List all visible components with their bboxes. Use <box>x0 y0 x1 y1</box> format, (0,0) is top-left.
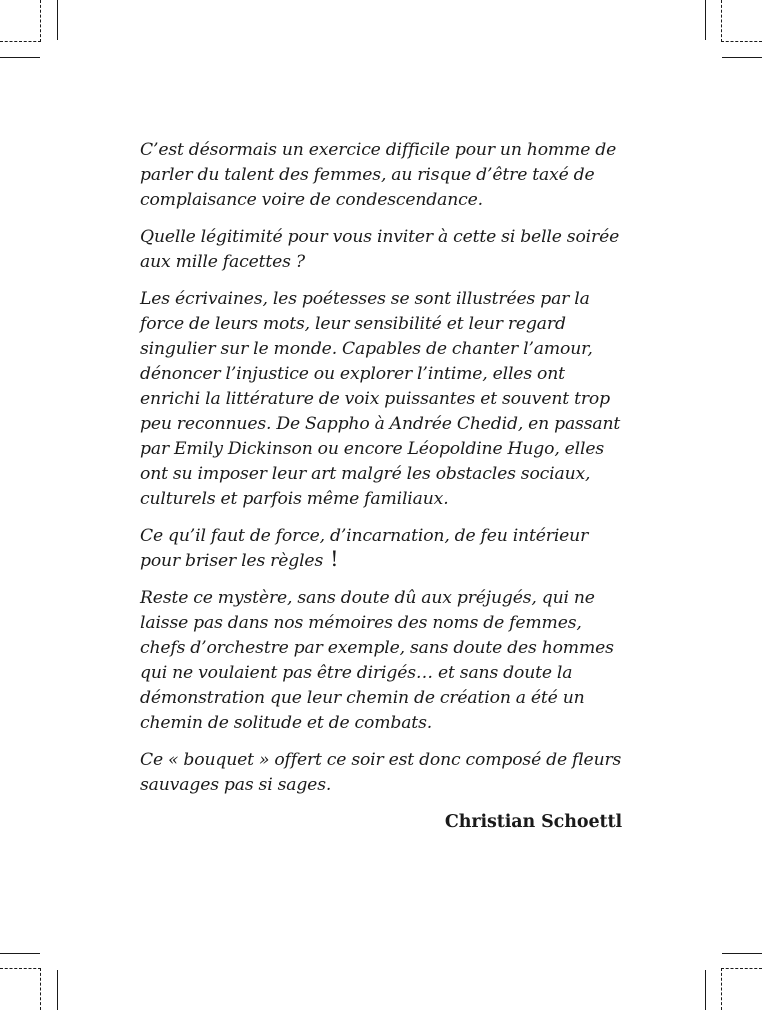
paragraph-line: ont su imposer leur art malgré les obstacles sociaux, <box>140 464 591 484</box>
paragraph-line: Reste ce mystère, sans doute dû aux préjugés, qui ne <box>140 588 595 608</box>
paragraph-line: Ce qu’il faut de force, d’incarnation, de feu intérieur <box>140 526 589 546</box>
paragraph-3 <box>140 287 622 512</box>
paragraph-line: démonstration que leur chemin de création a été un <box>140 688 585 708</box>
exclamation-mark: ! <box>330 547 339 571</box>
crop-mark-top-left-bleed-vertical <box>40 0 41 42</box>
paragraph-line: parler du talent des femmes, au risque d’être taxé de <box>140 165 595 185</box>
crop-mark-bottom-right-bleed-vertical <box>721 968 722 1010</box>
crop-mark-bottom-right-horizontal <box>722 953 762 954</box>
paragraph-line: culturels et parfois même familiaux. <box>140 489 449 509</box>
paragraph-4 <box>140 524 622 574</box>
crop-mark-top-left-bleed-horizontal <box>0 41 41 42</box>
crop-mark-bottom-right-vertical <box>705 970 706 1010</box>
crop-mark-top-right-vertical <box>705 0 706 40</box>
paragraph-line: chefs d’orchestre par exemple, sans doute des hommes <box>140 638 614 658</box>
paragraph-line: par Emily Dickinson ou encore Léopoldine Hugo, elles <box>140 439 605 459</box>
paragraph-line: singulier sur le monde. Capables de chanter l’amour, <box>140 339 593 359</box>
paragraph-line: C’est désormais un exercice difficile pour un homme de <box>140 140 617 160</box>
crop-mark-top-left-vertical <box>57 0 58 40</box>
paragraph-line: Quelle légitimité pour vous inviter à cette si belle soirée <box>140 227 620 247</box>
crop-mark-bottom-left-horizontal <box>0 953 40 954</box>
author-signature: Christian Schoettl <box>444 812 622 832</box>
crop-mark-top-left-horizontal <box>0 57 40 58</box>
paragraph-line: complaisance voire de condescendance. <box>140 190 483 210</box>
paragraph-line: Ce « bouquet » offert ce soir est donc composé de fleurs <box>140 750 622 770</box>
paragraph-line: force de leurs mots, leur sensibilité et leur regard <box>140 314 566 334</box>
preface-text <box>140 138 622 835</box>
paragraph-line: qui ne voulaient pas être dirigés… et sans doute la <box>140 663 573 683</box>
paragraph-line: aux mille facettes ? <box>140 252 305 272</box>
crop-mark-bottom-left-vertical <box>57 970 58 1010</box>
paragraph-line: enrichi la littérature de voix puissantes et souvent trop <box>140 389 610 409</box>
paragraph-line: dénoncer l’injustice ou explorer l’intime, elles ont <box>140 364 565 384</box>
crop-mark-top-right-bleed-horizontal <box>721 41 762 42</box>
crop-mark-bottom-left-bleed-vertical <box>40 968 41 1010</box>
paragraph-line: chemin de solitude et de combats. <box>140 713 433 733</box>
paragraph-line: Les écrivaines, les poétesses se sont illustrées par la <box>140 289 590 309</box>
crop-mark-top-right-bleed-vertical <box>721 0 722 42</box>
paragraph-2 <box>140 225 622 275</box>
paragraph-line: laisse pas dans nos mémoires des noms de femmes, <box>140 613 582 633</box>
paragraph-5 <box>140 586 622 736</box>
paragraph-1 <box>140 138 622 213</box>
paragraph-line-with-mark <box>140 549 622 574</box>
paragraph-line: peu reconnues. De Sappho à Andrée Chedid, en passant <box>140 414 621 434</box>
crop-mark-bottom-right-bleed-horizontal <box>721 968 762 969</box>
crop-mark-top-right-horizontal <box>722 57 762 58</box>
paragraph-line: sauvages pas si sages. <box>140 775 332 795</box>
crop-mark-bottom-left-bleed-horizontal <box>0 968 41 969</box>
paragraph-line: pour briser les règles <box>140 551 324 571</box>
paragraph-6 <box>140 748 622 798</box>
